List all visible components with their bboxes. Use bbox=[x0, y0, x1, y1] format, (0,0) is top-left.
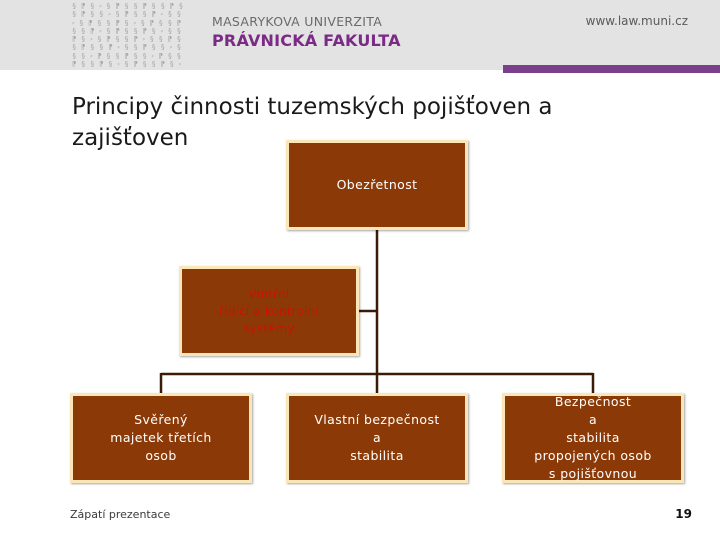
org-node-root bbox=[286, 140, 468, 230]
logo-pattern-row: § ⁋ § § ⁋ ⸗ § § ⁋ § § ⸗ § bbox=[72, 42, 182, 52]
logo-pattern-row: § § ⸗ ⁋ § § ⁋ § § ⸗ ⁋ § § bbox=[72, 50, 182, 60]
org-node-middle bbox=[179, 266, 359, 356]
faculty-name: PRÁVNICKÁ FAKULTA bbox=[212, 31, 401, 50]
org-node-child-3 bbox=[502, 393, 684, 483]
website-url[interactable]: www.law.muni.cz bbox=[585, 14, 688, 28]
page-number: 19 bbox=[675, 507, 692, 521]
logo-pattern-row: ⁋ § ⸗ § ⁋ § § ⁋ ⸗ § § ⁋ § bbox=[72, 34, 182, 44]
logo-pattern-row: ⸗ § ⁋ § § ⁋ § ⸗ § ⁋ § § ⁋ bbox=[72, 17, 182, 27]
logo-pattern-row: § § ⁋ ⸗ § ⁋ § § ⁋ § ⸗ § § bbox=[72, 25, 182, 35]
org-node-child-2 bbox=[286, 393, 468, 483]
org-node-middle-label: Vnitřní řídící a kontrolní systémy bbox=[219, 286, 319, 335]
footer-text: Zápatí prezentace bbox=[70, 508, 171, 521]
logo-pattern-row: § ⁋ § § ⸗ § ⁋ § § ⁋ ⸗ § § bbox=[72, 9, 182, 19]
org-node-child-3-label: Bezpečnost a stabilita propojených osob s pojišťovnou bbox=[534, 394, 652, 481]
org-node-root-label: Obezřetnost bbox=[336, 177, 418, 192]
org-node-child-1 bbox=[70, 393, 252, 483]
org-node-child-1-label: Svěřený majetek třetích osob bbox=[110, 412, 212, 463]
org-node-child-2-label: Vlastní bezpečnost a stabilita bbox=[314, 412, 440, 463]
logo-pattern-row: § ⁋ § ⸗ § ⁋ § § ⁋ § § ⁋ § bbox=[72, 2, 184, 10]
slide-title: Principy činnosti tuzemských pojišťoven a zajišťoven bbox=[72, 94, 553, 151]
university-name: MASARYKOVA UNIVERZITA bbox=[212, 14, 383, 29]
logo-pattern-row: ⁋ § § ⁋ § ⸗ § ⁋ § § ⁋ § ⸗ bbox=[72, 59, 182, 69]
